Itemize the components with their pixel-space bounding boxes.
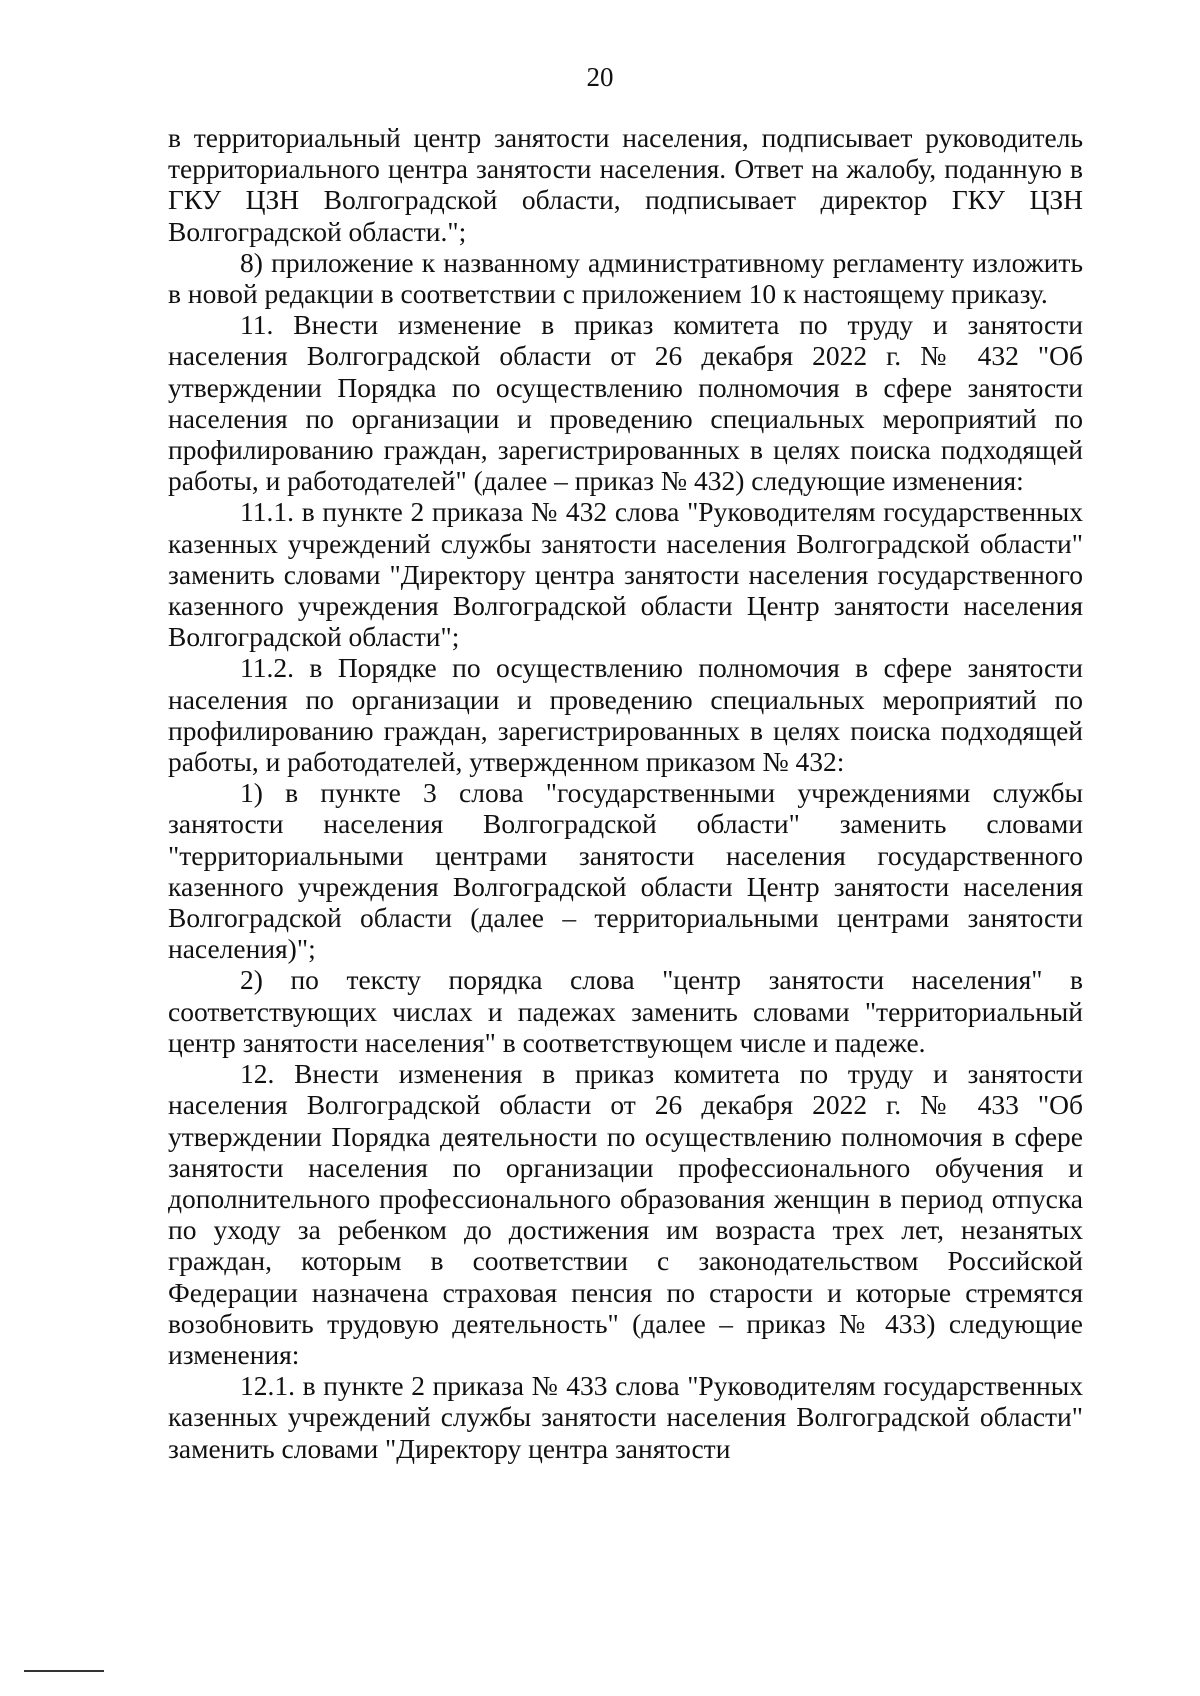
paragraph-section-12-1: 12.1. в пункте 2 приказа № 433 слова "Руководителям государственных казенных учреждений службы занятости населения Волгоградской области" заменить словами "Директору центра занятости [168,1370,1083,1464]
footer-divider [24,1670,104,1672]
paragraph-item-1: 1) в пункте 3 слова "государственными учреждениями службы занятости населения Волгоградской области" заменить словами "территориальными центрами занятости населения государственного казенного учреждения Волгоградской области Центр занятости населения Волгоградской области (далее – территориальными центрами занятости населения)"; [168,777,1083,965]
document-body [168,122,1083,1464]
paragraph-section-11-1: 11.1. в пункте 2 приказа № 432 слова "Руководителям государственных казенных учреждений службы занятости населения Волгоградской области" заменить словами "Директору центра занятости населения государственного казенного учреждения Волгоградской области Центр занятости населения Волгоградской области"; [168,496,1083,653]
paragraph-section-12: 12. Внести изменения в приказ комитета по труду и занятости населения Волгоградской области от 26 декабря 2022 г. № 433 "Об утверждении Порядка деятельности по осуществлению полномочия в сфере занятости населения по организации профессионального обучения и дополнительного профессионального образования женщин в период отпуска по уходу за ребенком до достижения им возраста трех лет, незанятых граждан, которым в соответствии с законодательством Российской Федерации назначена страховая пенсия по старости и которые стремятся возобновить трудовую деятельность" (далее – приказ № 433) следующие изменения: [168,1058,1083,1370]
paragraph-section-11-2: 11.2. в Порядке по осуществлению полномочия в сфере занятости населения по организации и проведению специальных мероприятий по профилированию граждан, зарегистрированных в целях поиска подходящей работы, и работодателей, утвержденном приказом № 432: [168,652,1083,778]
paragraph-section-11: 11. Внести изменение в приказ комитета по труду и занятости населения Волгоградской области от 26 декабря 2022 г. № 432 "Об утверждении Порядка по осуществлению полномочия в сфере занятости населения по организации и проведению специальных мероприятий по профилированию граждан, зарегистрированных в целях поиска подходящей работы, и работодателей" (далее – приказ № 432) следующие изменения: [168,309,1083,497]
page-number: 20 [586,62,614,92]
paragraph-continuation: в территориальный центр занятости населения, подписывает руководитель территориального центра занятости населения. Ответ на жалобу, поданную в ГКУ ЦЗН Волгоградской области, подписывает директор ГКУ ЦЗН Волгоградской области."; [168,122,1083,247]
paragraph-item-2: 2) по тексту порядка слова "центр занятости населения" в соответствующих числах и падежах заменить словами "территориальный центр занятости населения" в соответствующем числе и падеже. [168,964,1083,1058]
paragraph-item-8: 8) приложение к названному административному регламенту изложить в новой редакции в соответствии с приложением 10 к настоящему приказу. [168,246,1083,310]
